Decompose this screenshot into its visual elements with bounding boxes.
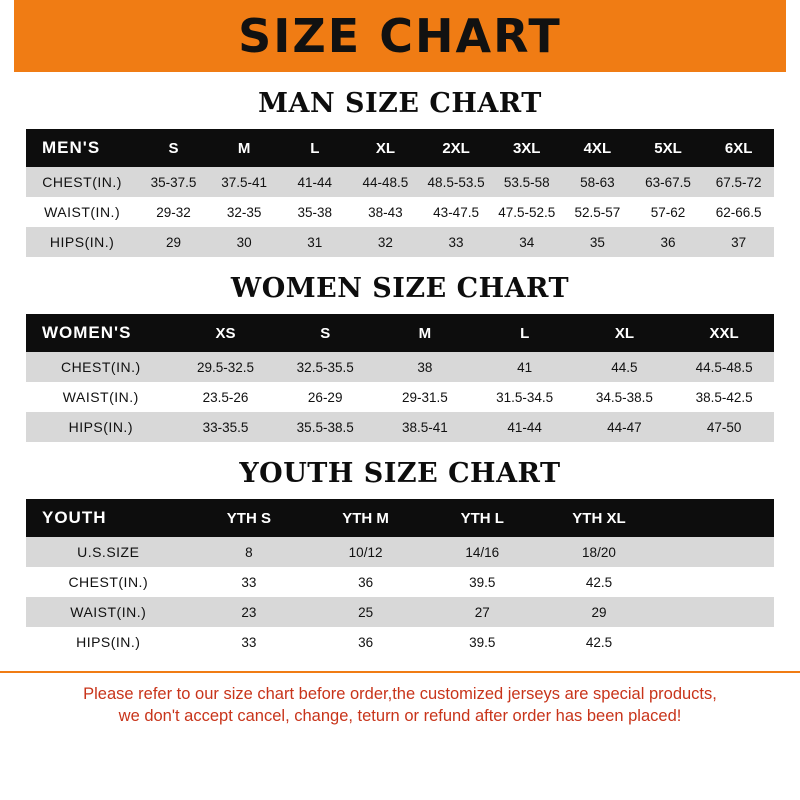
cell: 29.5-32.5 <box>176 352 276 382</box>
cell: 34.5-38.5 <box>575 382 675 412</box>
cell: 48.5-53.5 <box>421 167 492 197</box>
cell: 18/20 <box>541 537 658 567</box>
cell: 32.5-35.5 <box>275 352 375 382</box>
cell: 38-43 <box>350 197 421 227</box>
table-header-row <box>26 499 774 537</box>
cell: 44.5 <box>575 352 675 382</box>
cell: 35 <box>562 227 633 257</box>
cell: 35.5-38.5 <box>275 412 375 442</box>
cell: 25 <box>307 597 424 627</box>
cell <box>657 627 774 657</box>
column-header: WOMEN'S <box>26 314 176 352</box>
cell <box>657 567 774 597</box>
cell: 42.5 <box>541 567 658 597</box>
column-header: YTH M <box>307 499 424 537</box>
banner <box>0 0 800 72</box>
column-header: 3XL <box>491 129 562 167</box>
footer-note <box>0 671 800 728</box>
column-header: YTH XL <box>541 499 658 537</box>
cell: 37.5-41 <box>209 167 280 197</box>
table-row <box>26 412 774 442</box>
cell: 36 <box>307 627 424 657</box>
row-label: HIPS(IN.) <box>26 412 176 442</box>
cell: 63-67.5 <box>633 167 704 197</box>
banner-edge-left <box>0 0 14 72</box>
cell: 39.5 <box>424 627 541 657</box>
row-label: WAIST(IN.) <box>26 597 191 627</box>
table-row <box>26 382 774 412</box>
cell: 53.5-58 <box>491 167 562 197</box>
cell: 37 <box>703 227 774 257</box>
footer-line-1: Please refer to our size chart before order,the customized jerseys are special products, <box>83 685 717 703</box>
cell: 10/12 <box>307 537 424 567</box>
cell: 33-35.5 <box>176 412 276 442</box>
column-header: 5XL <box>633 129 704 167</box>
cell: 58-63 <box>562 167 633 197</box>
cell: 27 <box>424 597 541 627</box>
cell: 23 <box>191 597 308 627</box>
column-header <box>657 499 774 537</box>
column-header: M <box>375 314 475 352</box>
cell: 52.5-57 <box>562 197 633 227</box>
cell: 41 <box>475 352 575 382</box>
cell: 30 <box>209 227 280 257</box>
cell: 38.5-42.5 <box>674 382 774 412</box>
column-header: XXL <box>674 314 774 352</box>
cell: 38 <box>375 352 475 382</box>
men-section-title: MAN SIZE CHART <box>258 88 542 119</box>
column-header: YTH S <box>191 499 308 537</box>
row-label: CHEST(IN.) <box>26 352 176 382</box>
table-row <box>26 627 774 657</box>
table-row <box>26 597 774 627</box>
column-header: M <box>209 129 280 167</box>
cell: 44.5-48.5 <box>674 352 774 382</box>
cell: 41-44 <box>475 412 575 442</box>
column-header: YOUTH <box>26 499 191 537</box>
cell: 34 <box>491 227 562 257</box>
cell: 26-29 <box>275 382 375 412</box>
column-header: 2XL <box>421 129 492 167</box>
table-row <box>26 197 774 227</box>
cell: 32-35 <box>209 197 280 227</box>
women-section-title: WOMEN SIZE CHART <box>230 273 570 304</box>
cell: 29 <box>138 227 209 257</box>
cell: 38.5-41 <box>375 412 475 442</box>
column-header: L <box>475 314 575 352</box>
table-row <box>26 227 774 257</box>
table-row <box>26 567 774 597</box>
cell: 41-44 <box>279 167 350 197</box>
banner-edge-right <box>786 0 800 72</box>
cell: 32 <box>350 227 421 257</box>
cell: 14/16 <box>424 537 541 567</box>
table-row <box>26 167 774 197</box>
cell: 42.5 <box>541 627 658 657</box>
cell: 47-50 <box>674 412 774 442</box>
cell: 29-32 <box>138 197 209 227</box>
column-header: XL <box>575 314 675 352</box>
column-header: 6XL <box>703 129 774 167</box>
table-header-row <box>26 129 774 167</box>
column-header: XL <box>350 129 421 167</box>
cell: 29-31.5 <box>375 382 475 412</box>
cell: 29 <box>541 597 658 627</box>
row-label: HIPS(IN.) <box>26 627 191 657</box>
women-section <box>0 273 800 442</box>
cell: 47.5-52.5 <box>491 197 562 227</box>
table-header-row <box>26 314 774 352</box>
column-header: L <box>279 129 350 167</box>
cell: 33 <box>191 627 308 657</box>
cell: 35-37.5 <box>138 167 209 197</box>
column-header: MEN'S <box>26 129 138 167</box>
page-title: SIZE CHART <box>238 9 562 63</box>
cell: 31.5-34.5 <box>475 382 575 412</box>
cell: 67.5-72 <box>703 167 774 197</box>
cell: 62-66.5 <box>703 197 774 227</box>
cell: 35-38 <box>279 197 350 227</box>
table-row <box>26 352 774 382</box>
row-label: U.S.SIZE <box>26 537 191 567</box>
cell: 23.5-26 <box>176 382 276 412</box>
column-header: XS <box>176 314 276 352</box>
youth-section <box>0 458 800 657</box>
cell: 43-47.5 <box>421 197 492 227</box>
column-header: 4XL <box>562 129 633 167</box>
row-label: CHEST(IN.) <box>26 567 191 597</box>
column-header: S <box>138 129 209 167</box>
cell: 33 <box>191 567 308 597</box>
row-label: WAIST(IN.) <box>26 197 138 227</box>
cell <box>657 537 774 567</box>
women-size-table <box>26 314 774 442</box>
cell: 31 <box>279 227 350 257</box>
column-header: S <box>275 314 375 352</box>
men-section <box>0 88 800 257</box>
cell: 36 <box>307 567 424 597</box>
cell: 8 <box>191 537 308 567</box>
row-label: WAIST(IN.) <box>26 382 176 412</box>
cell: 44-48.5 <box>350 167 421 197</box>
youth-section-title: YOUTH SIZE CHART <box>239 458 561 489</box>
column-header: YTH L <box>424 499 541 537</box>
row-label: CHEST(IN.) <box>26 167 138 197</box>
cell: 39.5 <box>424 567 541 597</box>
cell <box>657 597 774 627</box>
youth-size-table <box>26 499 774 657</box>
cell: 44-47 <box>575 412 675 442</box>
footer-line-2: we don't accept cancel, change, teturn or refund after order has been placed! <box>118 707 682 726</box>
row-label: HIPS(IN.) <box>26 227 138 257</box>
table-row <box>26 537 774 567</box>
cell: 33 <box>421 227 492 257</box>
men-size-table <box>26 129 774 257</box>
cell: 57-62 <box>633 197 704 227</box>
cell: 36 <box>633 227 704 257</box>
